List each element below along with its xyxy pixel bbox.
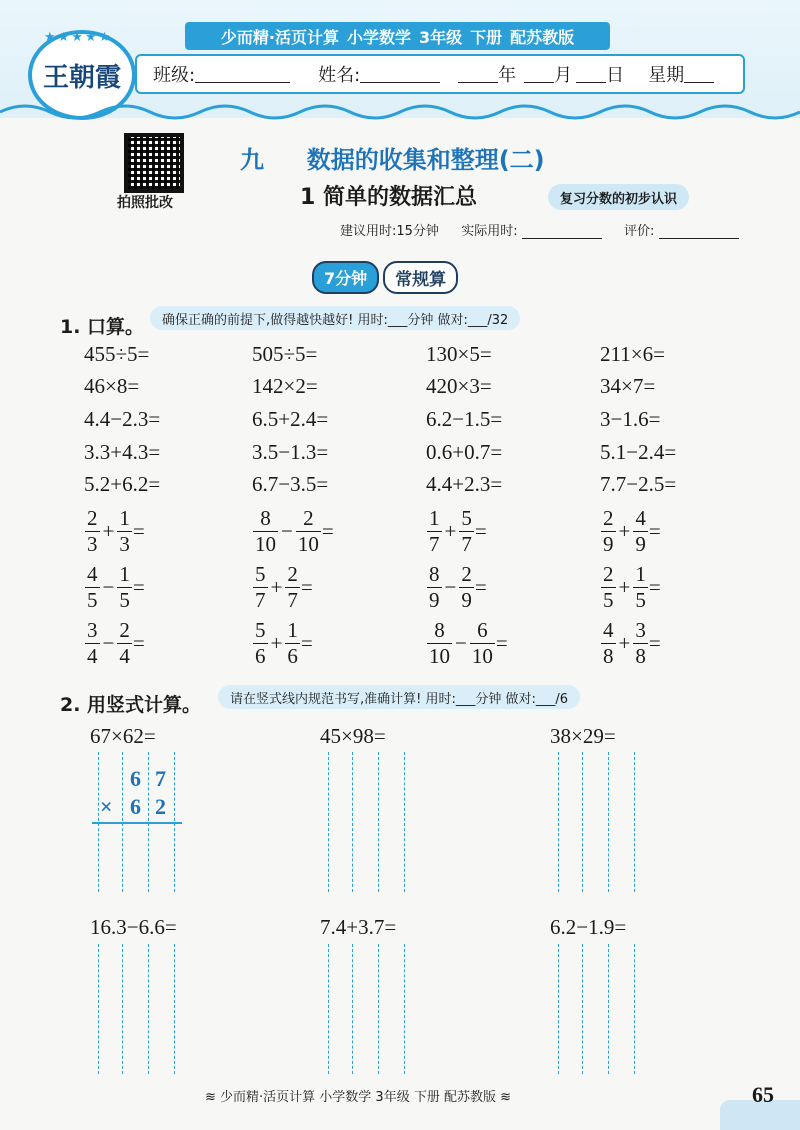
oral-problem: 6.2−1.5= bbox=[426, 407, 503, 431]
example-digit: 6 bbox=[130, 794, 141, 819]
name-field[interactable] bbox=[360, 65, 440, 83]
oral-problem: 5.2+6.2= bbox=[84, 472, 161, 496]
vertical-writing-area[interactable] bbox=[558, 752, 638, 892]
day-label: 日 bbox=[606, 65, 625, 86]
series-name: 少而精·活页计算 bbox=[220, 27, 339, 47]
denominator: 6 bbox=[255, 644, 266, 668]
fraction-problem bbox=[600, 620, 661, 667]
operator: + bbox=[618, 519, 631, 543]
fraction-problem bbox=[252, 564, 313, 611]
denominator: 10 bbox=[429, 644, 450, 668]
fraction bbox=[85, 508, 100, 555]
section-number: 1 bbox=[300, 185, 316, 210]
rating-label: 评价: bbox=[624, 224, 655, 239]
numerator: 8 bbox=[429, 562, 440, 586]
operator: + bbox=[270, 631, 283, 655]
q1-note: 确保正确的前提下,做得越快越好! 用时:___分钟 做对:___/32 bbox=[150, 306, 520, 330]
fraction bbox=[117, 564, 132, 611]
suggested-time: 建议用时:15分钟 bbox=[340, 224, 439, 239]
denominator: 9 bbox=[603, 532, 614, 556]
name-label: 姓名: bbox=[318, 65, 361, 86]
numerator: 6 bbox=[477, 618, 488, 642]
oral-problem: 46×8= bbox=[84, 374, 140, 398]
qr-label: 拍照批改 bbox=[117, 195, 173, 211]
denominator: 9 bbox=[461, 588, 472, 612]
fraction bbox=[253, 508, 278, 555]
oral-problem: 211×6= bbox=[600, 342, 665, 366]
fraction bbox=[117, 620, 132, 667]
oral-problem: 6.5+2.4= bbox=[252, 407, 329, 431]
numerator: 5 bbox=[255, 562, 266, 586]
equals-sign: = bbox=[495, 631, 508, 655]
oral-problem: 130×5= bbox=[426, 342, 492, 366]
fraction-problem bbox=[426, 564, 487, 611]
fraction bbox=[285, 620, 300, 667]
numerator: 1 bbox=[429, 506, 440, 530]
operator: − bbox=[102, 631, 115, 655]
fraction bbox=[633, 564, 648, 611]
operator: − bbox=[281, 519, 293, 543]
vertical-writing-area[interactable] bbox=[328, 752, 408, 892]
example-digit: 6 bbox=[130, 766, 141, 791]
numerator: 2 bbox=[119, 618, 130, 642]
equals-sign: = bbox=[132, 519, 145, 543]
subject: 小学数学 bbox=[346, 27, 411, 47]
q2-note: 请在竖式线内规范书写,准确计算! 用时:___分钟 做对:___/6 bbox=[218, 685, 580, 709]
routine-minutes: 7分钟 bbox=[312, 261, 379, 294]
chapter-name: 数据的收集和整理(二) bbox=[306, 146, 545, 174]
fraction-problem bbox=[84, 508, 145, 555]
numerator: 4 bbox=[603, 618, 614, 642]
numerator: 4 bbox=[635, 506, 646, 530]
denominator: 7 bbox=[429, 532, 440, 556]
qr-code-icon[interactable] bbox=[124, 133, 184, 193]
denominator: 7 bbox=[255, 588, 266, 612]
section-title bbox=[300, 180, 477, 211]
denominator: 7 bbox=[461, 532, 472, 556]
operator: + bbox=[618, 575, 631, 599]
oral-problem: 7.7−2.5= bbox=[600, 472, 677, 496]
class-field[interactable] bbox=[195, 65, 290, 83]
actual-time-field[interactable] bbox=[522, 225, 602, 239]
oral-problem: 420×3= bbox=[426, 374, 492, 398]
vertical-problem-6: 6.2−1.9= bbox=[550, 915, 627, 939]
operator: + bbox=[444, 519, 457, 543]
denominator: 6 bbox=[287, 644, 298, 668]
vertical-writing-area[interactable] bbox=[558, 944, 638, 1074]
denominator: 9 bbox=[635, 532, 646, 556]
vertical-problem-5: 7.4+3.7= bbox=[320, 915, 397, 939]
fraction bbox=[117, 508, 132, 555]
oral-problem: 3−1.6= bbox=[600, 407, 661, 431]
vertical-problem-2: 45×98= bbox=[320, 724, 386, 748]
denominator: 10 bbox=[471, 644, 493, 668]
equals-sign: = bbox=[474, 519, 487, 543]
numerator: 2 bbox=[87, 506, 98, 530]
oral-problem: 3.3+4.3= bbox=[84, 440, 161, 464]
oral-problem: 3.5−1.3= bbox=[252, 440, 329, 464]
equals-sign: = bbox=[321, 519, 334, 543]
operator: + bbox=[270, 575, 283, 599]
denominator: 10 bbox=[297, 532, 319, 556]
denominator: 5 bbox=[635, 588, 646, 612]
timing-line bbox=[340, 220, 739, 239]
header-wave bbox=[0, 100, 800, 124]
numerator: 2 bbox=[303, 506, 314, 530]
fraction bbox=[427, 508, 442, 555]
equals-sign: = bbox=[300, 575, 313, 599]
oral-problem: 455÷5= bbox=[84, 342, 150, 366]
denominator: 8 bbox=[635, 644, 646, 668]
equals-sign: = bbox=[648, 575, 661, 599]
numerator: 1 bbox=[119, 506, 130, 530]
oral-problem: 5.1−2.4= bbox=[600, 440, 677, 464]
fraction-problem bbox=[252, 508, 334, 555]
equals-sign: = bbox=[300, 631, 313, 655]
fraction bbox=[601, 508, 616, 555]
numerator: 5 bbox=[255, 618, 266, 642]
week-field[interactable] bbox=[684, 65, 714, 83]
fraction bbox=[296, 508, 321, 555]
denominator: 3 bbox=[119, 532, 130, 556]
equals-sign: = bbox=[474, 575, 487, 599]
month-label: 月 bbox=[554, 65, 573, 86]
edition: 配苏教版 bbox=[510, 27, 575, 47]
year-label: 年 bbox=[498, 65, 517, 86]
numerator: 2 bbox=[603, 506, 614, 530]
denominator: 5 bbox=[603, 588, 614, 612]
month-field[interactable] bbox=[524, 65, 554, 83]
oral-problem: 142×2= bbox=[252, 374, 318, 398]
oral-problem: 4.4−2.3= bbox=[84, 407, 161, 431]
oral-problem: 34×7= bbox=[600, 374, 656, 398]
fraction bbox=[253, 564, 268, 611]
chapter-title bbox=[240, 140, 545, 175]
fraction bbox=[85, 620, 100, 667]
denominator: 10 bbox=[255, 532, 276, 556]
operator: + bbox=[618, 631, 631, 655]
fraction-problem bbox=[426, 620, 508, 667]
example-digit: 2 bbox=[155, 794, 166, 819]
year-field[interactable] bbox=[458, 65, 498, 83]
class-label: 班级: bbox=[153, 65, 196, 86]
fraction bbox=[633, 620, 648, 667]
chapter-number: 九 bbox=[240, 146, 264, 174]
denominator: 8 bbox=[603, 644, 614, 668]
oral-problem: 6.7−3.5= bbox=[252, 472, 329, 496]
numerator: 2 bbox=[461, 562, 472, 586]
numerator: 8 bbox=[434, 618, 445, 642]
logo-text: 王朝霞 bbox=[42, 62, 121, 93]
section-name: 简单的数据汇总 bbox=[322, 185, 477, 210]
routine-badge bbox=[312, 262, 458, 292]
numerator: 5 bbox=[461, 506, 472, 530]
volume: 下册 bbox=[470, 27, 503, 47]
fraction bbox=[633, 508, 648, 555]
grade: 3年级 bbox=[418, 27, 463, 47]
oral-problem: 0.6+0.7= bbox=[426, 440, 503, 464]
fraction-problem bbox=[84, 564, 145, 611]
oral-problem: 4.4+2.3= bbox=[426, 472, 503, 496]
rating-field[interactable] bbox=[659, 225, 739, 239]
equals-sign: = bbox=[132, 575, 145, 599]
denominator: 4 bbox=[87, 644, 98, 668]
denominator: 3 bbox=[87, 532, 98, 556]
equals-sign: = bbox=[648, 631, 661, 655]
week-label: 星期 bbox=[648, 65, 685, 86]
fraction-problem bbox=[600, 508, 661, 555]
fraction-problem bbox=[426, 508, 487, 555]
actual-time-label: 实际用时: bbox=[461, 224, 518, 239]
numerator: 8 bbox=[260, 506, 271, 530]
example-digit: 7 bbox=[155, 766, 166, 791]
routine-label: 常规算 bbox=[383, 261, 458, 294]
fraction bbox=[470, 620, 495, 667]
numerator: 4 bbox=[87, 562, 98, 586]
fraction bbox=[459, 564, 474, 611]
q2-heading: 2. 用竖式计算。 bbox=[60, 694, 202, 716]
fraction bbox=[459, 508, 474, 555]
numerator: 1 bbox=[119, 562, 130, 586]
denominator: 7 bbox=[287, 588, 298, 612]
denominator: 4 bbox=[119, 644, 130, 668]
fraction bbox=[601, 620, 616, 667]
fraction bbox=[601, 564, 616, 611]
numerator: 3 bbox=[87, 618, 98, 642]
example-line bbox=[92, 822, 182, 824]
footer-text: ≋ 少而精·活页计算 小学数学 3年级 下册 配苏教版 ≋ bbox=[205, 1090, 511, 1105]
numerator: 1 bbox=[287, 618, 298, 642]
q1-heading: 1. 口算。 bbox=[60, 316, 145, 338]
day-field[interactable] bbox=[576, 65, 606, 83]
fraction bbox=[285, 564, 300, 611]
equals-sign: = bbox=[132, 631, 145, 655]
logo-stars: ★★★★★ bbox=[44, 30, 113, 45]
operator: − bbox=[444, 575, 457, 599]
vertical-problem-4: 16.3−6.6= bbox=[90, 915, 177, 939]
review-tag: 复习分数的初步认识 bbox=[548, 184, 689, 210]
numerator: 2 bbox=[603, 562, 614, 586]
fraction-problem bbox=[600, 564, 661, 611]
numerator: 3 bbox=[635, 618, 646, 642]
fraction-problem bbox=[84, 620, 145, 667]
operator: − bbox=[455, 631, 467, 655]
equals-sign: = bbox=[648, 519, 661, 543]
denominator: 5 bbox=[87, 588, 98, 612]
student-info-bar bbox=[135, 54, 745, 94]
denominator: 5 bbox=[119, 588, 130, 612]
vertical-writing-area[interactable] bbox=[98, 944, 178, 1074]
example-operator: × bbox=[100, 794, 113, 819]
vertical-writing-area[interactable] bbox=[328, 944, 408, 1074]
numerator: 1 bbox=[635, 562, 646, 586]
denominator: 9 bbox=[429, 588, 440, 612]
fraction bbox=[427, 620, 452, 667]
fraction bbox=[253, 620, 268, 667]
operator: − bbox=[102, 575, 115, 599]
oral-problem: 505÷5= bbox=[252, 342, 318, 366]
vertical-problem-1: 67×62= bbox=[90, 724, 156, 748]
fraction-problem bbox=[252, 620, 313, 667]
series-bar bbox=[185, 22, 610, 50]
fraction bbox=[427, 564, 442, 611]
fraction bbox=[85, 564, 100, 611]
operator: + bbox=[102, 519, 115, 543]
vertical-problem-3: 38×29= bbox=[550, 724, 616, 748]
numerator: 2 bbox=[287, 562, 298, 586]
page-number: 65 bbox=[752, 1082, 774, 1107]
